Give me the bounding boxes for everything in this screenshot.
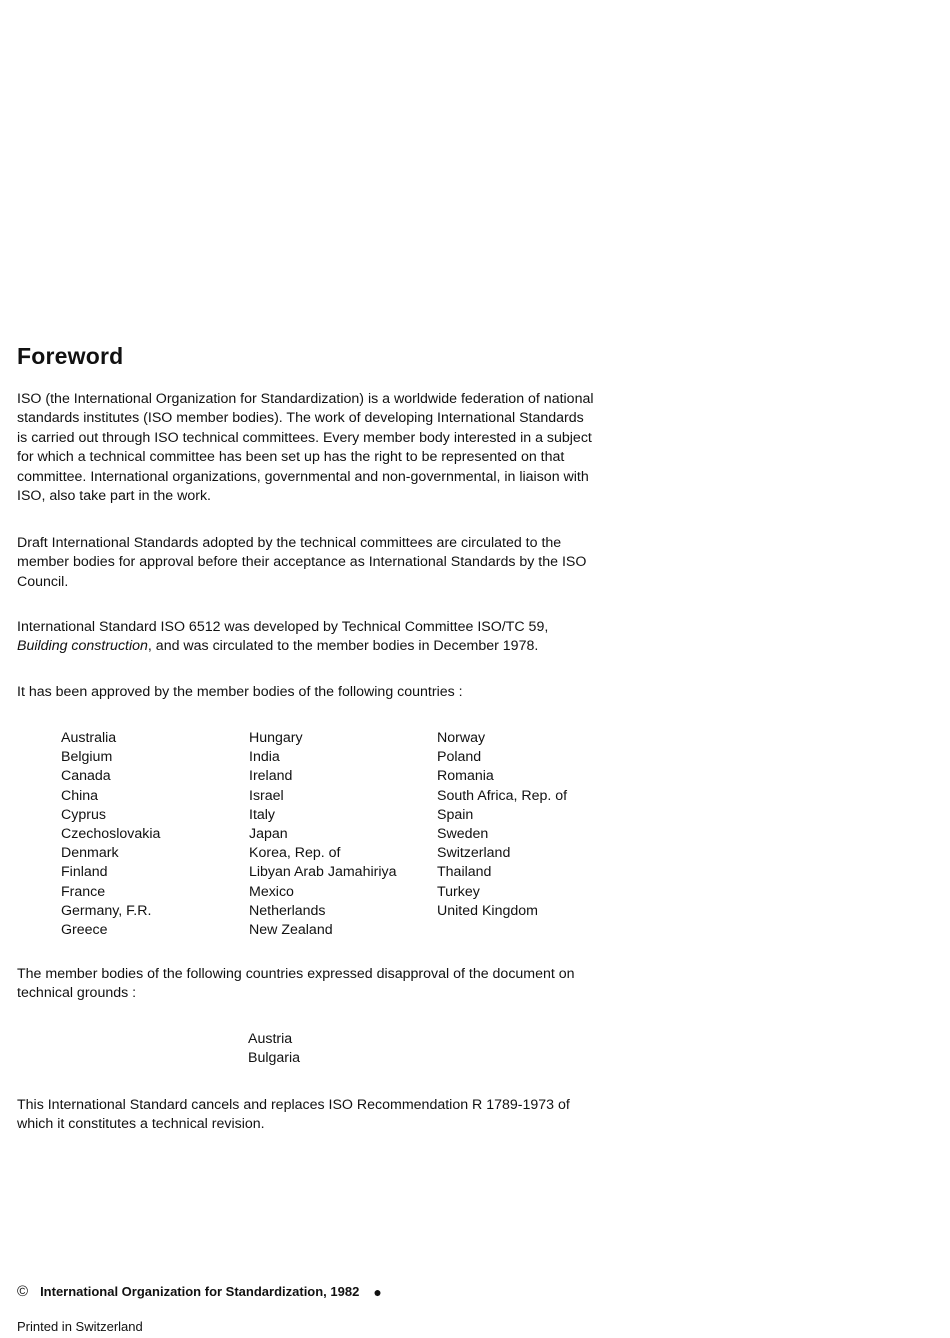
development-text-start: International Standard ISO 6512 was developed by Technical Committee ISO/TC 59, [17,619,549,635]
country-name: Israel [249,787,284,804]
country-name: Canada [61,768,111,785]
country-name: Germany, F.R. [61,902,152,919]
country-name: New Zealand [249,922,333,939]
country-column-1 [61,729,249,940]
country-name: China [61,787,99,804]
country-name: Romania [437,768,494,785]
country-name: Switzerland [437,845,511,862]
country-name: United Kingdom [437,902,538,919]
country-name: Bulgaria [248,1050,301,1067]
country-column-3 [437,729,625,940]
country-name: Ireland [249,768,293,785]
copyright-text: International Organization for Standardization, 1982 [40,1284,360,1299]
printed-in-note: Printed in Switzerland [17,1319,143,1334]
country-name: Turkey [437,883,480,900]
country-name: Spain [437,806,474,823]
country-name: Hungary [249,730,303,746]
paragraph-development [17,618,597,657]
paragraph-replacement: This International Standard cancels and replaces ISO Recommendation R 1789-1973 of which it constitutes a technical revision. [17,1097,570,1133]
development-text-end: , and was circulated to the member bodies in December 1978. [147,638,539,655]
country-name: Czechoslovakia [61,826,161,843]
country-name: India [249,749,280,766]
country-name: Norway [437,730,486,746]
paragraph-disapproval: The member bodies of the following countries expressed disapproval of the document on technical grounds : [17,966,575,1002]
bullet-icon: ● [373,1283,382,1300]
country-name: Libyan Arab Jamahiriya [249,864,397,881]
committee-title: Building construction [17,638,148,655]
country-name: Cyprus [61,806,106,823]
country-name: Belgium [61,749,113,766]
country-column-2 [249,729,437,940]
copyright-line [17,1283,382,1300]
copyright-symbol: © [17,1283,29,1300]
country-name: Finland [61,864,108,881]
country-name: France [61,883,106,900]
country-name: Austria [248,1031,293,1047]
country-name: South Africa, Rep. of [437,787,568,804]
country-name: Italy [249,806,276,823]
country-name: Korea, Rep. of [249,845,341,862]
approving-countries-list [61,729,625,940]
country-name: Netherlands [249,902,326,919]
country-name: Mexico [249,883,294,900]
country-name: Greece [61,922,108,939]
paragraph-iso-intro: ISO (the International Organization for Standardization) is a worldwide federation of national standards institutes (ISO member bodies). The work of developing International Standards is carried out through ISO technical committees. Every member body interested in a subject for which a technical committee has been set up has the right to be represented on that committee. International organizations, governmental and non-governmental, in liaison with ISO, also take part in the work. [17,391,594,505]
country-name: Japan [249,826,288,843]
page-title: Foreword [17,343,124,369]
country-name: Sweden [437,826,489,843]
country-name: Denmark [61,845,119,862]
country-name: Thailand [437,864,492,881]
disapproving-countries-list [248,1030,300,1069]
country-name: Australia [61,730,117,746]
paragraph-draft-standards: Draft International Standards adopted by the technical committees are circulated to the member bodies for approval before their acceptance as International Standards by the ISO Council. [17,535,587,590]
country-name: Poland [437,749,482,766]
paragraph-approval: It has been approved by the member bodies of the following countries : [17,684,463,700]
